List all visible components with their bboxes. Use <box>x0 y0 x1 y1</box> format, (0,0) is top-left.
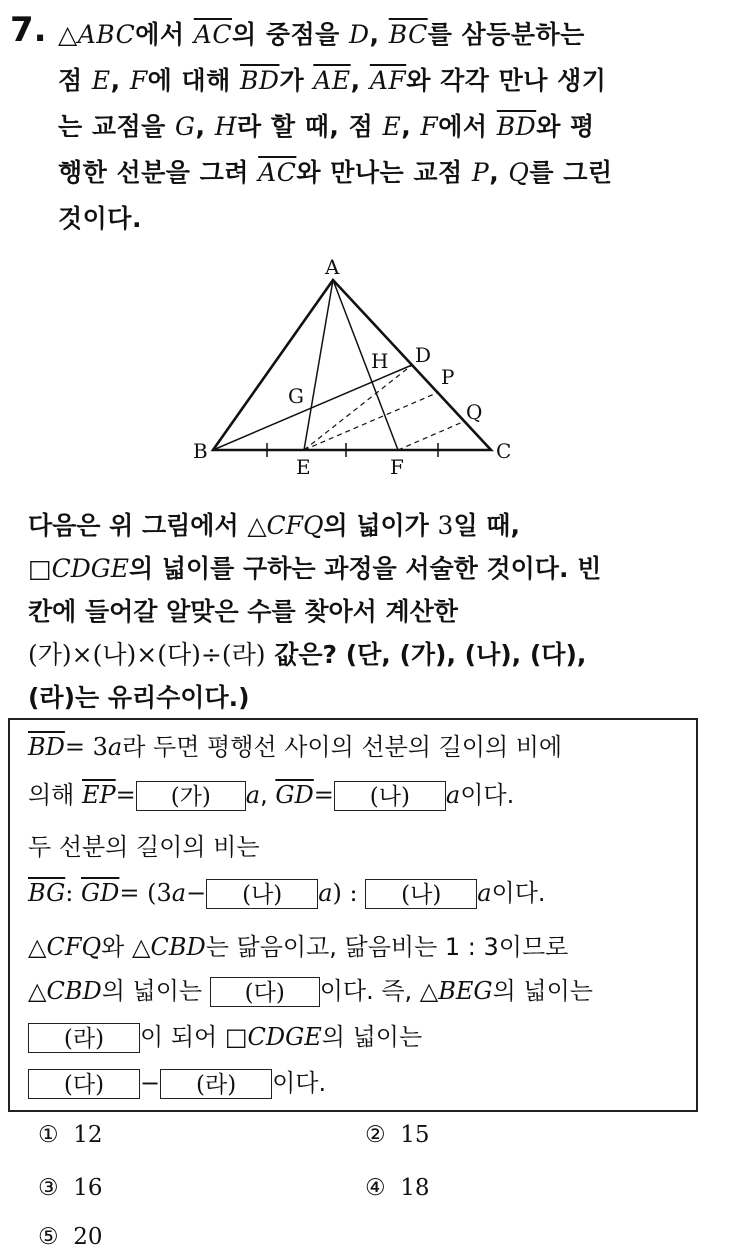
label-p: P <box>441 365 455 389</box>
task-line-3: 칸에 들어갈 알맞은 수를 찾아서 계산한 <box>28 597 458 626</box>
label-g: G <box>288 384 304 408</box>
segment-fq-dashed <box>398 421 465 450</box>
choice-3[interactable]: ③ 16 <box>38 1175 103 1201</box>
stem-line-1: △ABC에서 $\overline{AC}$의 중점을 D, $\overline{BC}$를 삼등분하는 <box>58 20 585 49</box>
solution-line-1: $\overline{BD}= 3a$라 두면 평행선 사이의 선분의 길이의 비에 <box>28 733 563 761</box>
question-stem <box>58 12 708 242</box>
task-line-1: 다음은 위 그림에서 △CFQ의 넓이가 3일 때, <box>28 511 520 540</box>
choice-2[interactable]: ② 15 <box>365 1122 430 1148</box>
label-e: E <box>296 455 311 479</box>
blank-ra[interactable]: (라) <box>160 1069 272 1099</box>
task-line-2: □CDGE의 넓이를 구하는 과정을 서술한 것이다. 빈 <box>28 554 602 583</box>
label-c: C <box>496 439 512 463</box>
choice-4[interactable]: ④ 18 <box>365 1175 430 1201</box>
label-b: B <box>193 439 208 463</box>
solution-line-3: 두 선분의 길이의 비는 <box>28 833 260 861</box>
label-d: D <box>415 343 432 367</box>
stem-line-4: 행한 선분을 그려 $\overline{AC}$와 만나는 교점 P, Q를 그린 <box>58 158 613 187</box>
solution-line-2: 의해 $\overline{EP}=$ (가) a, $\overline{GD}=$ (나) a이다. <box>28 781 515 810</box>
blank-ga[interactable]: (가) <box>136 781 246 811</box>
blank-ra[interactable]: (라) <box>28 1023 140 1053</box>
task-line-5: (라)는 유리수이다.) <box>28 683 250 712</box>
blank-na[interactable]: (나) <box>334 781 446 811</box>
task-line-4: (가)×(나)×(다)÷(라) 값은? (단, (가), (나), (다), <box>28 640 587 669</box>
solution-line-6: △CBD의 넓이는 (다) 이다. 즉, △BEG의 넓이는 <box>28 977 593 1006</box>
segment-ae <box>304 280 333 450</box>
label-a: A <box>325 255 340 279</box>
stem-line-2: 점 E, F에 대해 $\overline{BD}$가 $\overline{AE}$, $\overline{AF}$와 각각 만나 생기 <box>58 66 607 95</box>
solution-line-7: (라) 이 되어 □CDGE의 넓이는 <box>28 1022 422 1053</box>
triangle-figure <box>185 252 525 482</box>
blank-na[interactable]: (나) <box>206 879 318 909</box>
label-h: H <box>371 349 389 373</box>
segment-gd-dashed <box>304 365 412 450</box>
solution-line-5: △CFQ와 △CBD는 닮음이고, 닮음비는 1 : 3이므로 <box>28 933 569 961</box>
choice-5[interactable]: ⑤ 20 <box>38 1224 103 1250</box>
blank-da[interactable]: (다) <box>210 977 320 1007</box>
solution-box <box>8 718 698 1112</box>
question-number: 7. <box>10 10 47 50</box>
task-instructions <box>28 504 708 719</box>
label-q: Q <box>466 400 483 424</box>
stem-line-5: 것이다. <box>58 204 142 233</box>
stem-line-3: 는 교점을 G, H라 할 때, 점 E, F에서 $\overline{BD}$와 평 <box>58 112 595 141</box>
solution-line-8: (다) − (라) 이다. <box>28 1068 326 1099</box>
label-f: F <box>390 455 404 479</box>
choice-1[interactable]: ① 12 <box>38 1122 103 1148</box>
blank-na[interactable]: (나) <box>365 879 477 909</box>
solution-line-4: $\overline{BG}$: $\overline{GD}= (3a-$ (나) a) : (나) a이다. <box>28 879 546 908</box>
blank-da[interactable]: (다) <box>28 1069 140 1099</box>
